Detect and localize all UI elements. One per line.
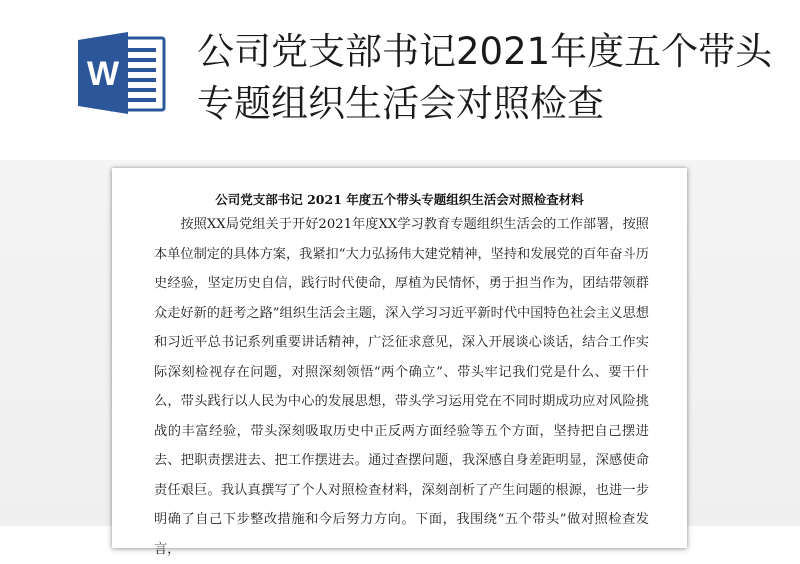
document-paragraph: 按照XX局党组关于开好2021年度XX学习教育专题组织生活会的工作部署，按照本单位制定的具体方案，我紧扣“大力弘扬伟大建党精神，坚持和发展党的百年奋斗历史经验，坚定历史自信，践行时代使命，厚植为民情怀，勇于担当作为，团结带领群众走好新的赶考之路”组织生活会主题，深入学习习近平新时代中国特色社会主义思想和习近平总书记系列重要讲话精神，广泛征求意见，深入开展谈心谈话，结合工作实际深刻检视存在问题，对照深刻领悟“两个确立”、带头牢记我们党是什么、要干什么，带头践行以人民为中心的发展思想，带头学习运用党在不同时期成功应对风险挑战的丰富经验，带头深刻吸取历史中正反两方面经验等五个方面，坚持把自己摆进去、把职责摆进去、把工作摆进去。通过查摆问题，我深感自身差距明显，深感使命责任艰巨。我认真撰写了个人对照检查材料，深刻剖析了产生问题的根源，也进一步明确了自己下步整改措施和今后努力方向。下面，我围绕“五个带头”做对照检查发言， [154, 217, 649, 557]
word-icon-letter: W [86, 55, 120, 93]
document-heading: 公司党支部书记 2021 年度五个带头专题组织生活会对照检查材料 [215, 192, 584, 207]
document-page [112, 168, 687, 557]
word-document-icon [76, 30, 168, 116]
banner [0, 0, 800, 160]
page-title: 公司党支部书记2021年度五个带头专题组织生活会对照检查 [197, 30, 773, 125]
